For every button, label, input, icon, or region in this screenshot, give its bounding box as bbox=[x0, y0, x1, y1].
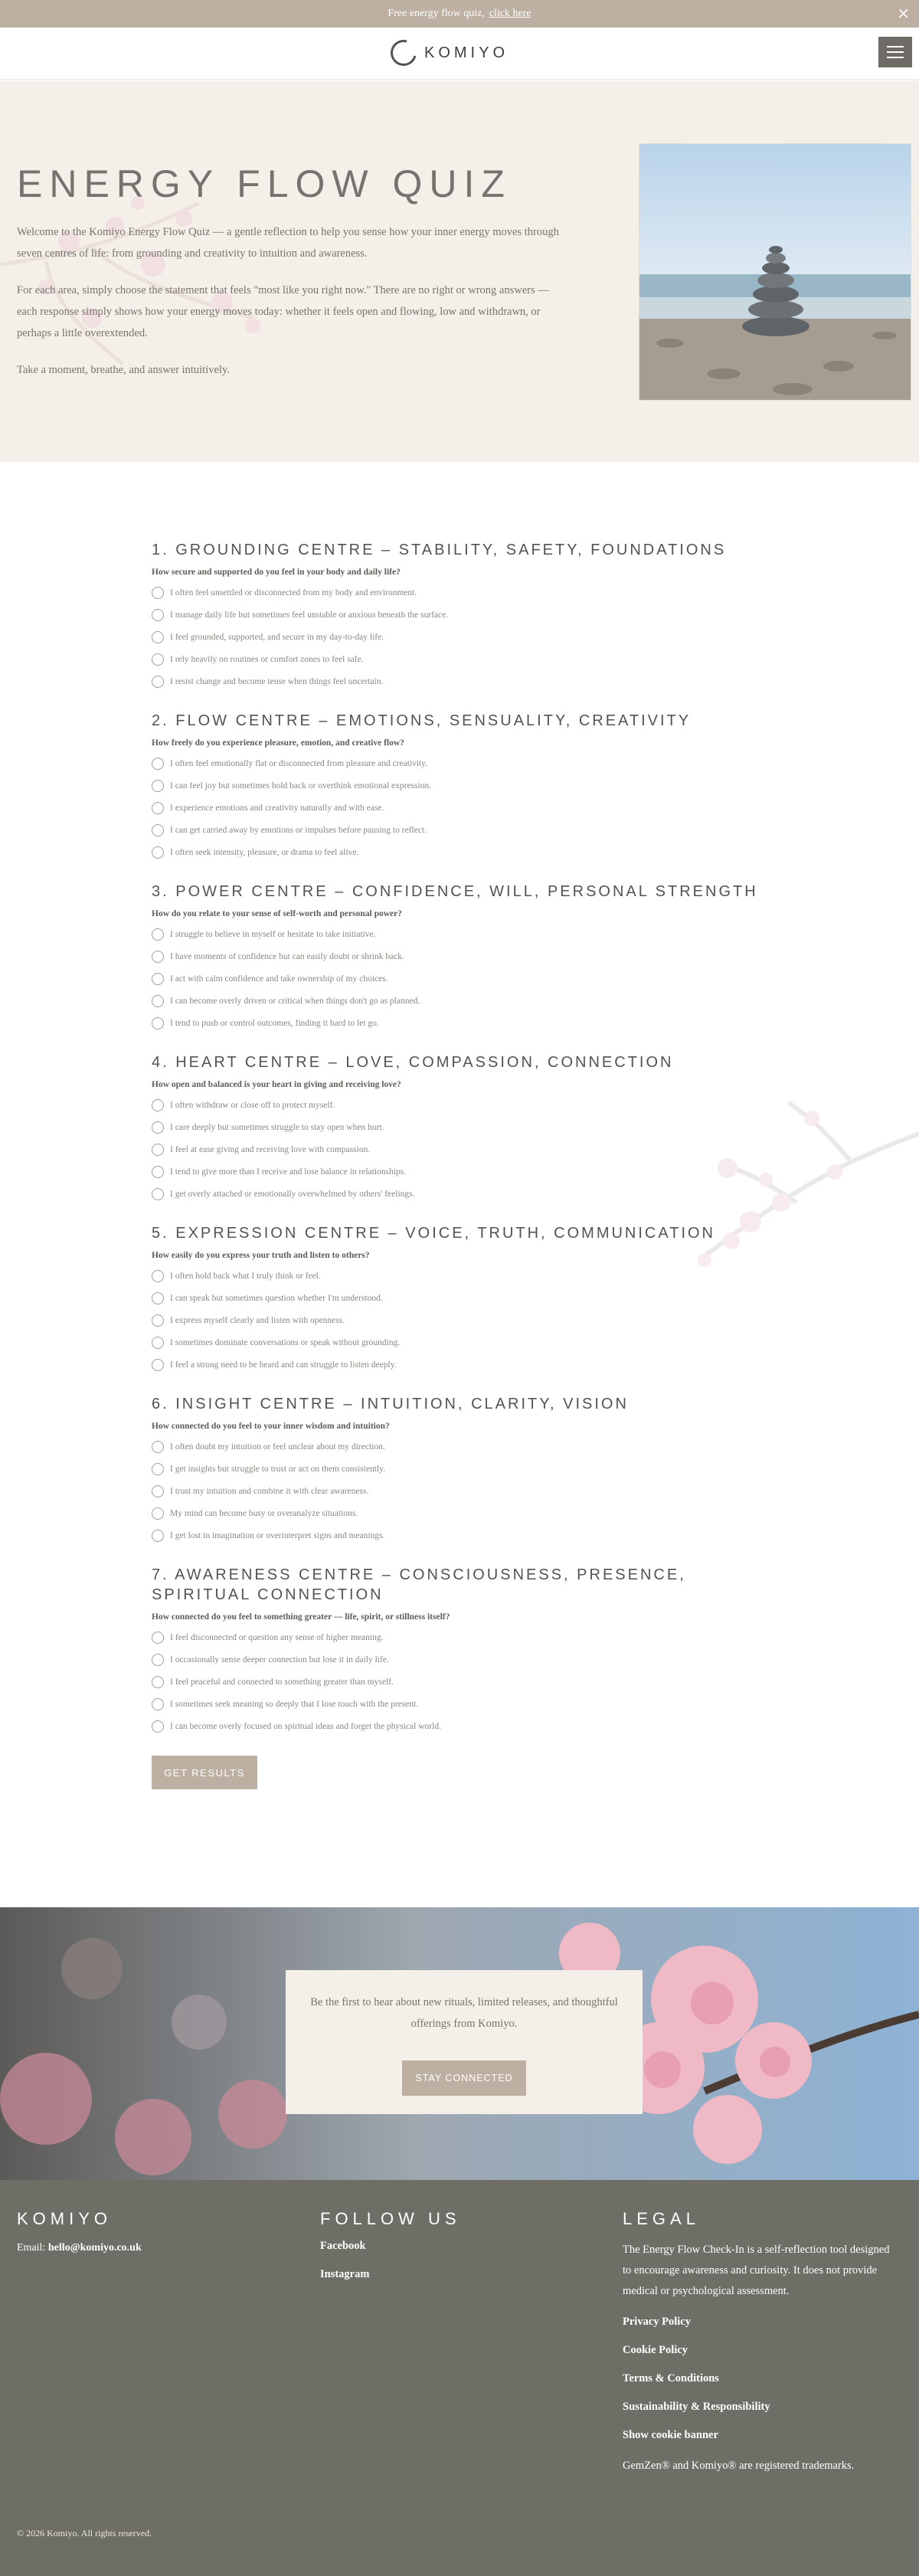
hero-instructions-paragraph: For each area, simply choose the statement that feels "most like you right now." There are no right or wrong answers — each response simply shows how your energy moves today: whether it feels open and flowing, low and withdrawn, or perhaps a little overextended. bbox=[17, 284, 549, 339]
answer-label: I feel grounded, supported, and secure in my day-to-day life. bbox=[170, 632, 384, 642]
section-title: 7. AWARENESS CENTRE – CONSCIOUSNESS, PRESENCE, SPIRITUAL CONNECTION bbox=[152, 1566, 686, 1603]
answer-option[interactable] bbox=[152, 1458, 764, 1480]
section-title: 6. INSIGHT CENTRE – INTUITION, CLARITY, VISION bbox=[152, 1396, 629, 1412]
answer-label: I can become overly focused on spiritual ideas and forget the physical world. bbox=[170, 1721, 441, 1731]
newsletter-banner bbox=[0, 1907, 919, 2180]
answer-option[interactable] bbox=[152, 1116, 764, 1138]
answer-option[interactable] bbox=[152, 1435, 764, 1458]
radio-button[interactable] bbox=[152, 1463, 164, 1475]
answer-label: I get overly attached or emotionally overwhelmed by others' feelings. bbox=[170, 1189, 415, 1199]
answer-label: I often doubt my intuition or feel unclear about my direction. bbox=[170, 1442, 385, 1452]
answer-option[interactable] bbox=[152, 1183, 764, 1205]
answer-label: I often feel emotionally flat or disconnected from pleasure and creativity. bbox=[170, 758, 428, 768]
answer-option[interactable] bbox=[152, 1287, 764, 1309]
announcement-link[interactable]: click here bbox=[489, 8, 531, 19]
radio-button[interactable] bbox=[152, 1337, 164, 1349]
answer-label: I often seek intensity, pleasure, or drama to feel alive. bbox=[170, 847, 359, 857]
answer-option[interactable] bbox=[152, 1094, 764, 1116]
answer-option[interactable] bbox=[152, 752, 764, 774]
logo-ring-icon bbox=[386, 35, 421, 70]
answer-label: I feel disconnected or question any sense of higher meaning. bbox=[170, 1632, 384, 1642]
instagram-link[interactable]: Instagram bbox=[320, 2268, 370, 2280]
radio-button[interactable] bbox=[152, 587, 164, 599]
footer-follow-column bbox=[320, 2209, 581, 2296]
section-question: How connected do you feel to something greater — life, spirit, or stillness itself? bbox=[152, 1612, 450, 1622]
email-label: Email: bbox=[17, 2242, 46, 2254]
answer-label: I occasionally sense deeper connection but lose it in daily life. bbox=[170, 1655, 389, 1664]
answer-label: I often withdraw or close off to protect myself. bbox=[170, 1100, 335, 1110]
answer-option[interactable] bbox=[152, 1012, 764, 1034]
radio-button[interactable] bbox=[152, 1485, 164, 1497]
radio-button[interactable] bbox=[152, 1166, 164, 1178]
radio-button[interactable] bbox=[152, 1632, 164, 1644]
answer-option[interactable] bbox=[152, 945, 764, 967]
answer-label: I get lost in imagination or overinterpret signs and meanings. bbox=[170, 1530, 385, 1540]
footer-brand-column bbox=[17, 2209, 277, 2257]
answer-option[interactable] bbox=[152, 923, 764, 945]
answer-option[interactable] bbox=[152, 581, 764, 604]
answer-label: I feel a strong need to be heard and can struggle to listen deeply. bbox=[170, 1360, 397, 1370]
answer-option[interactable] bbox=[152, 670, 764, 692]
answer-label: I often feel unsettled or disconnected from my body and environment. bbox=[170, 588, 417, 597]
footer-legal-title: LEGAL bbox=[623, 2209, 700, 2228]
radio-button[interactable] bbox=[152, 995, 164, 1007]
privacy-policy-link[interactable]: Privacy Policy bbox=[623, 2316, 691, 2328]
answer-option[interactable] bbox=[152, 1648, 764, 1671]
radio-button[interactable] bbox=[152, 676, 164, 688]
radio-button[interactable] bbox=[152, 1144, 164, 1156]
radio-button[interactable] bbox=[152, 1359, 164, 1371]
section-title: 1. GROUNDING CENTRE – STABILITY, SAFETY, FOUNDATIONS bbox=[152, 542, 727, 558]
radio-button[interactable] bbox=[152, 1121, 164, 1134]
hamburger-menu-icon[interactable] bbox=[878, 37, 912, 67]
stacked-stones-image bbox=[639, 143, 911, 401]
quiz-section-power bbox=[152, 882, 764, 1034]
section-question: How do you relate to your sense of self-worth and personal power? bbox=[152, 909, 402, 918]
quiz-section-expression bbox=[152, 1223, 764, 1376]
radio-button[interactable] bbox=[152, 846, 164, 859]
answer-option[interactable] bbox=[152, 626, 764, 648]
radio-button[interactable] bbox=[152, 1507, 164, 1520]
radio-button[interactable] bbox=[152, 1270, 164, 1282]
radio-button[interactable] bbox=[152, 1099, 164, 1111]
radio-button[interactable] bbox=[152, 802, 164, 814]
radio-button[interactable] bbox=[152, 824, 164, 836]
quiz-section-insight bbox=[152, 1394, 764, 1547]
answer-label: I feel at ease giving and receiving love with compassion. bbox=[170, 1144, 371, 1154]
site-footer bbox=[0, 2180, 919, 2576]
answer-label: I manage daily life but sometimes feel unstable or anxious beneath the surface. bbox=[170, 610, 449, 620]
footer-follow-title: FOLLOW US bbox=[320, 2209, 461, 2228]
newsletter-card bbox=[286, 1970, 643, 2114]
answer-label: I trust my intuition and combine it with clear awareness. bbox=[170, 1486, 369, 1496]
trademark-notice: GemZen® and Komiyo® are registered trademarks. bbox=[623, 2460, 855, 2472]
answer-label: My mind can become busy or overanalyze situations. bbox=[170, 1508, 358, 1518]
email-link[interactable]: hello@komiyo.co.uk bbox=[47, 2242, 142, 2254]
radio-button[interactable] bbox=[152, 1698, 164, 1710]
radio-button[interactable] bbox=[152, 973, 164, 985]
section-question: How open and balanced is your heart in giving and receiving love? bbox=[152, 1080, 401, 1089]
footer-email bbox=[17, 2240, 277, 2257]
answer-option[interactable] bbox=[152, 1524, 764, 1547]
page-title: ENERGY FLOW QUIZ bbox=[17, 162, 512, 205]
answer-option[interactable] bbox=[152, 1138, 764, 1160]
stay-connected-button[interactable]: STAY CONNECTED bbox=[402, 2060, 526, 2096]
answer-option[interactable] bbox=[152, 1671, 764, 1693]
answer-option[interactable] bbox=[152, 1160, 764, 1183]
answer-label: I act with calm confidence and take ownership of my choices. bbox=[170, 974, 388, 984]
get-results-button[interactable]: GET RESULTS bbox=[152, 1756, 257, 1789]
radio-button[interactable] bbox=[152, 1530, 164, 1542]
answer-option[interactable] bbox=[152, 1715, 764, 1737]
answer-label: I rely heavily on routines or comfort zones to feel safe. bbox=[170, 654, 364, 664]
answer-label: I can get carried away by emotions or impulses before pausing to reflect. bbox=[170, 825, 427, 835]
answer-option[interactable] bbox=[152, 774, 764, 797]
section-question: How connected do you feel to your inner wisdom and intuition? bbox=[152, 1422, 390, 1431]
announcement-bar bbox=[0, 0, 919, 28]
radio-button[interactable] bbox=[152, 1676, 164, 1688]
newsletter-text: Be the first to hear about new rituals, limited releases, and thoughtful offerings from Komiyo. bbox=[310, 1996, 618, 2030]
answer-label: I get insights but struggle to trust or act on them consistently. bbox=[170, 1464, 385, 1474]
answer-label: I tend to push or control outcomes, finding it hard to let go. bbox=[170, 1018, 379, 1028]
answer-option[interactable] bbox=[152, 990, 764, 1012]
hero-intro-paragraph: Welcome to the Komiyo Energy Flow Quiz — a gentle reflection to help you sense how your inner energy moves through seven centres of life: from grounding and creativity to intuition and awareness. bbox=[17, 226, 559, 260]
facebook-link[interactable]: Facebook bbox=[320, 2240, 366, 2252]
radio-button[interactable] bbox=[152, 609, 164, 621]
section-title: 4. HEART CENTRE – LOVE, COMPASSION, CONNECTION bbox=[152, 1054, 674, 1071]
radio-button[interactable] bbox=[152, 631, 164, 643]
answer-label: I sometimes seek meaning so deeply that I lose touch with the present. bbox=[170, 1699, 419, 1709]
answer-option[interactable] bbox=[152, 1626, 764, 1648]
answer-option[interactable] bbox=[152, 1480, 764, 1502]
hero-closing-paragraph: Take a moment, breathe, and answer intuitively. bbox=[17, 364, 230, 376]
terms-link[interactable]: Terms & Conditions bbox=[623, 2372, 719, 2385]
radio-button[interactable] bbox=[152, 758, 164, 770]
answer-option[interactable] bbox=[152, 967, 764, 990]
radio-button[interactable] bbox=[152, 1720, 164, 1733]
answer-label: I experience emotions and creativity naturally and with ease. bbox=[170, 803, 384, 813]
legal-disclaimer: The Energy Flow Check-In is a self-reflection tool designed to encourage awareness and curiosity. It does not provide medical or psychological assessment. bbox=[623, 2244, 890, 2297]
radio-button[interactable] bbox=[152, 1188, 164, 1200]
answer-label: I resist change and become tense when things feel uncertain. bbox=[170, 676, 384, 686]
answer-label: I care deeply but sometimes struggle to stay open when hurt. bbox=[170, 1122, 384, 1132]
logo-text: KOMIYO bbox=[424, 44, 509, 61]
footer-legal-column bbox=[623, 2209, 906, 2474]
quiz-section-awareness bbox=[152, 1565, 764, 1737]
footer-brand: KOMIYO bbox=[17, 2209, 113, 2228]
answer-label: I can become overly driven or critical when things don't go as planned. bbox=[170, 996, 420, 1006]
answer-label: I tend to give more than I receive and lose balance in relationships. bbox=[170, 1167, 407, 1177]
answer-label: I express myself clearly and listen with openness. bbox=[170, 1315, 345, 1325]
section-question: How secure and supported do you feel in your body and daily life? bbox=[152, 568, 401, 577]
radio-button[interactable] bbox=[152, 653, 164, 666]
section-question: How freely do you experience pleasure, emotion, and creative flow? bbox=[152, 738, 404, 748]
answer-option[interactable] bbox=[152, 1265, 764, 1287]
logo[interactable] bbox=[391, 40, 509, 66]
radio-button[interactable] bbox=[152, 1292, 164, 1304]
answer-option[interactable] bbox=[152, 1309, 764, 1331]
radio-button[interactable] bbox=[152, 1314, 164, 1327]
answer-option[interactable] bbox=[152, 1353, 764, 1376]
close-icon[interactable]: × bbox=[897, 4, 910, 22]
section-title: 3. POWER CENTRE – CONFIDENCE, WILL, PERSONAL STRENGTH bbox=[152, 883, 758, 900]
quiz-section-flow bbox=[152, 711, 764, 863]
answer-label: I often hold back what I truly think or feel. bbox=[170, 1271, 321, 1281]
section-title: 2. FLOW CENTRE – EMOTIONS, SENSUALITY, CREATIVITY bbox=[152, 712, 692, 729]
section-title: 5. EXPRESSION CENTRE – VOICE, TRUTH, COMMUNICATION bbox=[152, 1225, 715, 1242]
answer-option[interactable] bbox=[152, 841, 764, 863]
cookie-policy-link[interactable]: Cookie Policy bbox=[623, 2344, 688, 2356]
show-cookie-banner-link[interactable]: Show cookie banner bbox=[623, 2429, 718, 2441]
radio-button[interactable] bbox=[152, 780, 164, 792]
radio-button[interactable] bbox=[152, 928, 164, 941]
radio-button[interactable] bbox=[152, 1441, 164, 1453]
section-question: How easily do you express your truth and listen to others? bbox=[152, 1251, 370, 1260]
sustainability-link[interactable]: Sustainability & Responsibility bbox=[623, 2401, 770, 2413]
answer-label: I struggle to believe in myself or hesitate to take initiative. bbox=[170, 929, 376, 939]
answer-label: I sometimes dominate conversations or speak without grounding. bbox=[170, 1337, 401, 1347]
answer-label: I feel peaceful and connected to something greater than myself. bbox=[170, 1677, 394, 1687]
copyright: © 2026 Komiyo. All rights reserved. bbox=[17, 2528, 152, 2538]
radio-button[interactable] bbox=[152, 951, 164, 963]
answer-option[interactable] bbox=[152, 819, 764, 841]
answer-option[interactable] bbox=[152, 797, 764, 819]
radio-button[interactable] bbox=[152, 1654, 164, 1666]
announcement-text: Free energy flow quiz, bbox=[388, 8, 485, 19]
answer-option[interactable] bbox=[152, 1693, 764, 1715]
answer-label: I can speak but sometimes question whether I'm understood. bbox=[170, 1293, 383, 1303]
hero-section bbox=[0, 80, 919, 462]
answer-label: I can feel joy but sometimes hold back or overthink emotional expression. bbox=[170, 781, 432, 790]
answer-option[interactable] bbox=[152, 1331, 764, 1353]
quiz-section-grounding bbox=[152, 540, 764, 692]
answer-option[interactable] bbox=[152, 604, 764, 626]
quiz-section-heart bbox=[152, 1052, 764, 1205]
radio-button[interactable] bbox=[152, 1017, 164, 1029]
site-header bbox=[0, 28, 919, 80]
answer-option[interactable] bbox=[152, 1502, 764, 1524]
answer-option[interactable] bbox=[152, 648, 764, 670]
answer-label: I have moments of confidence but can easily doubt or shrink back. bbox=[170, 951, 404, 961]
